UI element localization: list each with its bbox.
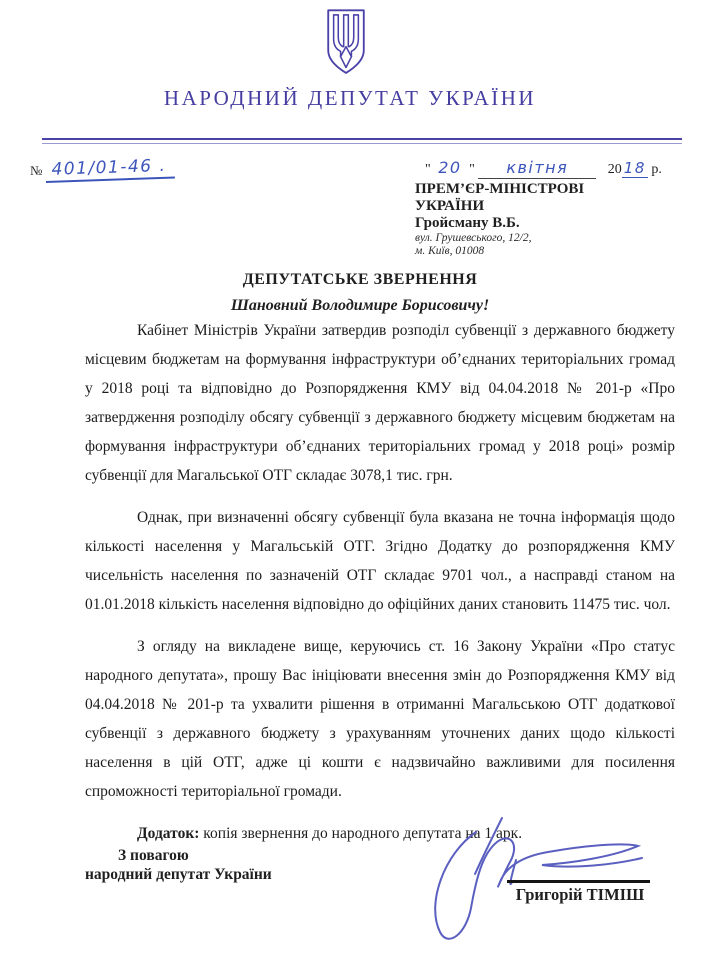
date-year-printed: 20 (607, 162, 622, 177)
date-day-handwritten: 20 (438, 158, 462, 177)
signature-line (507, 880, 650, 883)
signatory-name: Григорій ТІМІШ (515, 885, 645, 904)
ukraine-trident-emblem-icon (322, 8, 370, 76)
reference-number-label: № (30, 163, 43, 178)
recipient-name: Гройсману В.Б. (415, 215, 520, 231)
date-quote-close: " (469, 162, 475, 177)
body-paragraph-1: Кабінет Міністрів України затвердив розподіл субвенції з державного бюджету місцевим бюджетам на формування інфраструктури об’єднаних територіальних громад у 2018 році та відповідно до Розпорядження КМУ від 04.04.2018 № 201-р «Про затвердження розподілу обсягу субвенції з державного бюджету місцевим бюджетам на формування інфраструктури об’єднаних територіальних громад у 2018 році» розмір субвенції для Магальської ОТГ складає 3078,1 тис. грн. (85, 322, 675, 484)
recipient-title-line1: ПРЕМ’ЄР-МІНІСТРОВІ (415, 181, 585, 197)
letterhead-title: НАРОДНИЙ ДЕПУТАТ УКРАЇНИ (163, 86, 537, 110)
date-quote-open: " (425, 162, 431, 177)
body-paragraph-3: З огляду на викладене вище, керуючись ст. 16 Закону України «Про статус народного депутата», прошу Вас ініціювати внесення змін до Розпорядження КМУ від 04.04.2018 № 201-р та ухвалити рішення в отриманні Магальською ОТГ додаткової субвенції з державного бюджету з урахуванням уточнених даних щодо кількості населення в цій ОТГ, адже ці кошти є надзвичайно важливими для посилення спроможності територіальної громади. (85, 638, 675, 800)
letterhead-divider-thin (42, 143, 682, 144)
recipient-address-street: вул. Грушевського, 12/2, (415, 232, 532, 244)
recipient-address-city: м. Київ, 01008 (415, 245, 485, 257)
closing-respect: З повагою (118, 847, 189, 864)
letter-body (85, 316, 675, 848)
letterhead-divider (42, 138, 682, 140)
recipient-block (415, 181, 584, 258)
date-year-handwritten: 18 (623, 159, 646, 177)
date-line (425, 158, 662, 179)
attachment-text: копія звернення до народного депутата на 1 арк. (199, 825, 523, 842)
date-month-handwritten: квітня (478, 158, 596, 179)
body-paragraph-2: Однак, при визначенні обсягу субвенції була вказана не точна інформація щодо кількості населення у Магальській ОТГ. Згідно Додатку до розпорядження КМУ чисельність населення по зазначеній ОТГ складає 9701 чол., а насправді станом на 01.01.2018 кількість населення відповідно до офіційних даних становить 11475 тис. чол. (85, 509, 675, 613)
document-title: ДЕПУТАТСЬКЕ ЗВЕРНЕННЯ (242, 271, 478, 288)
closing-role: народний депутат України (85, 866, 272, 883)
closing-block (85, 846, 272, 884)
attachment-label: Додаток: (137, 825, 200, 842)
reference-number (30, 155, 175, 183)
recipient-title-line2: УКРАЇНИ (415, 198, 485, 214)
date-year-suffix: р. (651, 162, 662, 177)
salutation: Шановний Володимире Борисовичу! (230, 297, 490, 314)
reference-number-value: 401/01-46 . (45, 156, 175, 183)
